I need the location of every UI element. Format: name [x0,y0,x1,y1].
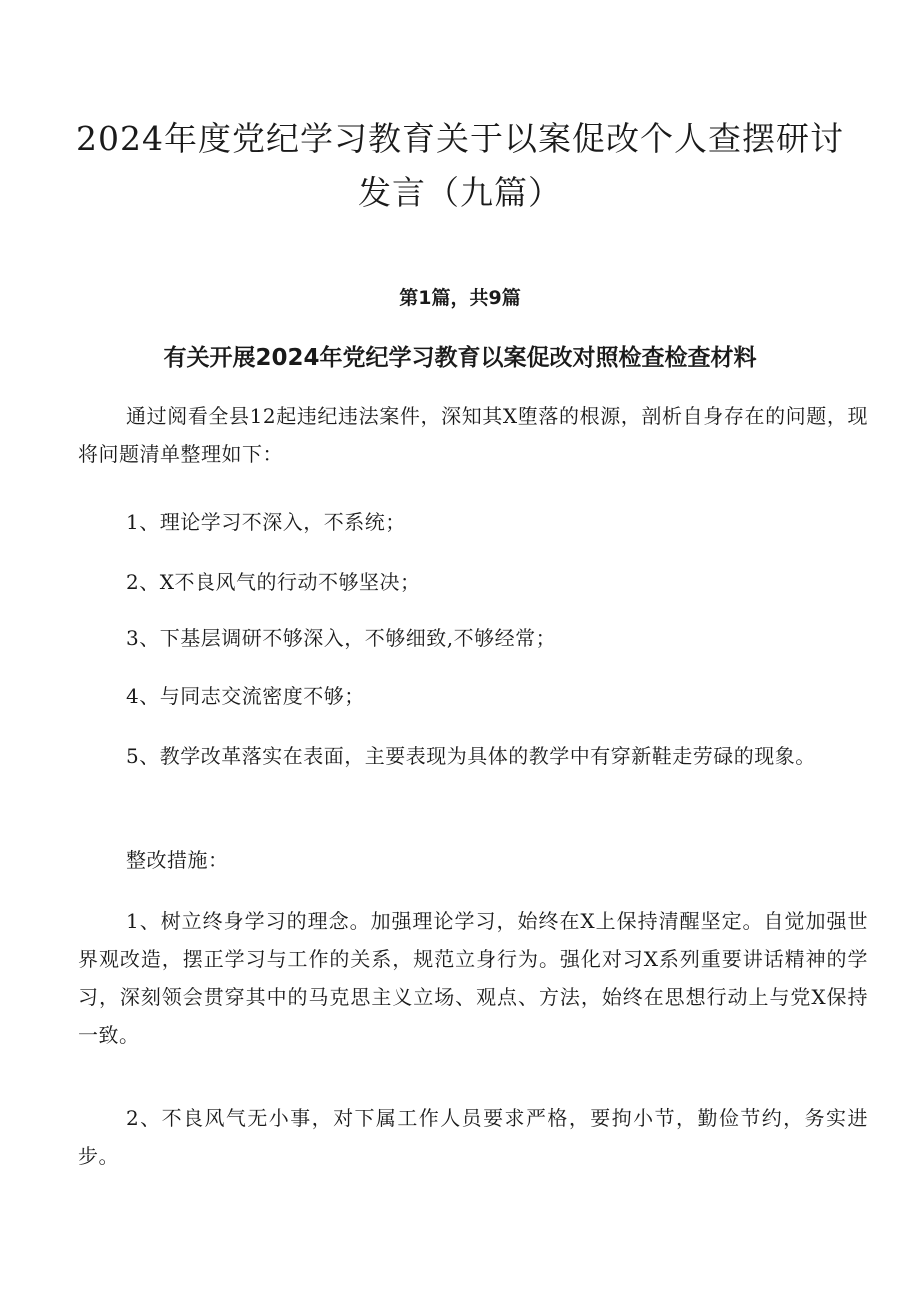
problem-item-1: 1、理论学习不深入，不系统； [126,510,406,534]
problem-item-3: 3、下基层调研不够深入，不够细致,不够经常； [126,626,557,650]
document-title: 2024年度党纪学习教育关于以案促改个人查摆研讨发言（九篇） [76,119,844,212]
measure-item-2: 2、不良风气无小事，对下属工作人员要求严格，要拘小节，勤俭节约，务实进步。 [78,1106,868,1168]
section-heading: 有关开展2024年党纪学习教育以案促改对照检查检查材料 [163,345,757,371]
intro-paragraph: 通过阅看全县12起违纪违法案件，深知其X堕落的根源，剖析自身存在的问题，现将问题清单整理如下： [78,404,868,466]
problem-item-4: 4、与同志交流密度不够； [126,684,365,708]
problem-item-2: 2、X不良风气的行动不够坚决； [126,570,421,594]
measure-item-1: 1、树立终身学习的理念。加强理论学习，始终在X上保持清醒坚定。自觉加强世界观改造，摆正学习与工作的关系，规范立身行为。强化对习X系列重要讲话精神的学习，深刻领会贯穿其中的马克思主义立场、观点、方法，始终在思想行动上与党X保持一致。 [78,909,868,1047]
measures-heading: 整改措施： [126,848,229,872]
part-indicator: 第1篇，共9篇 [399,287,521,309]
problem-item-5: 5、教学改革落实在表面，主要表现为具体的教学中有穿新鞋走劳碌的现象。 [126,744,816,768]
